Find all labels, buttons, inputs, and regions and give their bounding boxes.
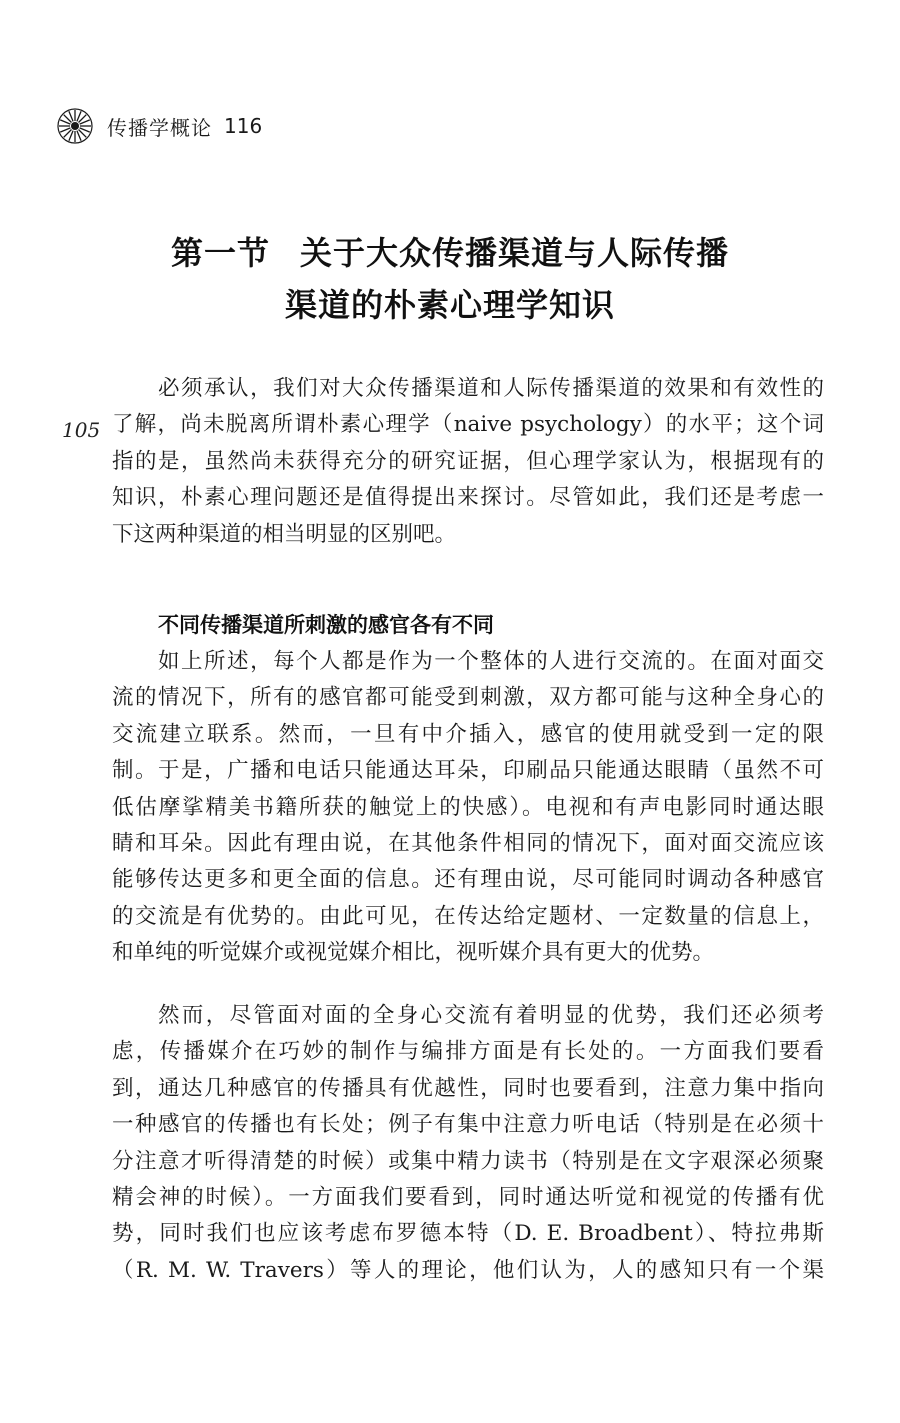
section-title-line-2 bbox=[0, 280, 900, 326]
paragraph-line: 必须承认，我们对大众传播渠道和人际传播渠道的效果和有效性的 bbox=[158, 376, 824, 401]
paragraph-line: 低估摩挲精美书籍所获的触觉上的快感）。电视和有声电影同时通达眼 bbox=[112, 794, 824, 820]
paragraph-2 bbox=[112, 644, 824, 972]
paragraph-line: 流的情况下，所有的感官都可能受到刺激，双方都可能与这种全身心的 bbox=[112, 685, 824, 711]
paragraph-line: 如上所述，每个人都是作为一个整体的人进行交流的。在面对面交 bbox=[158, 649, 824, 674]
book-title: 传播学概论 bbox=[107, 115, 212, 140]
subheading: 不同传播渠道所刺激的感官各有不同 bbox=[158, 613, 494, 637]
paragraph-line: 势，同时我们也应该考虑布罗德本特（D. E. Broadbent）、特拉弗斯 bbox=[112, 1221, 824, 1247]
paragraph-line: 下这两种渠道的相当明显的区别吧。 bbox=[112, 521, 457, 547]
section-title-text-1: 关于大众传播渠道与人际传播 bbox=[300, 234, 730, 272]
section-label: 第一节 bbox=[170, 234, 270, 272]
paragraph-line: （R. M. W. Travers）等人的理论，他们认为，人的感知只有一个渠 bbox=[112, 1257, 824, 1283]
paragraph-3 bbox=[112, 998, 824, 1289]
sun-rosette-icon bbox=[55, 106, 95, 146]
paragraph-line: 交流建立联系。然而，一旦有中介插入，感官的使用就受到一定的限 bbox=[112, 721, 824, 747]
paragraph-line: 睛和耳朵。因此有理由说，在其他条件相同的情况下，面对面交流应该 bbox=[112, 830, 824, 856]
paragraph-line: 制。于是，广播和电话只能通达耳朵，印刷品只能通达眼睛（虽然不可 bbox=[112, 758, 824, 784]
paragraph-1 bbox=[112, 371, 824, 553]
paragraph-line: 能够传达更多和更全面的信息。还有理由说，尽可能同时调动各种感官 bbox=[112, 867, 824, 893]
paragraph-line: 虑，传播媒介在巧妙的制作与编排方面是有长处的。一方面我们要看 bbox=[112, 1039, 824, 1065]
section-title-line-1 bbox=[0, 228, 900, 274]
paragraph-line: 的交流是有优势的。由此可见，在传达给定题材、一定数量的信息上， bbox=[112, 903, 824, 929]
paragraph-line: 然而，尽管面对面的全身心交流有着明显的优势，我们还必须考 bbox=[158, 1003, 824, 1028]
paragraph-line: 了解，尚未脱离所谓朴素心理学（naive psychology）的水平；这个词 bbox=[112, 412, 824, 438]
section-title-text-2: 渠道的朴素心理学知识 bbox=[284, 286, 615, 324]
paragraph-line: 知识，朴素心理问题还是值得提出来探讨。尽管如此，我们还是考虑一 bbox=[112, 485, 824, 511]
paragraph-line: 到，通达几种感官的传播具有优越性，同时也要看到，注意力集中指向 bbox=[112, 1075, 824, 1101]
paragraph-line: 一种感官的传播也有长处；例子有集中注意力听电话（特别是在必须十 bbox=[112, 1112, 824, 1138]
margin-page-number: 105 bbox=[62, 418, 101, 442]
paragraph-line: 和单纯的听觉媒介或视觉媒介相比，视听媒介具有更大的优势。 bbox=[112, 940, 715, 966]
running-header bbox=[55, 104, 262, 148]
paragraph-line: 指的是，虽然尚未获得充分的研究证据，但心理学家认为，根据现有的 bbox=[112, 448, 824, 474]
paragraph-line: 精会神的时候）。一方面我们要看到，同时通达听觉和视觉的传播有优 bbox=[112, 1184, 824, 1210]
paragraph-line: 分注意才听得清楚的时候）或集中精力读书（特别是在文字艰深必须聚 bbox=[112, 1148, 824, 1174]
page-number: 116 bbox=[224, 114, 263, 138]
